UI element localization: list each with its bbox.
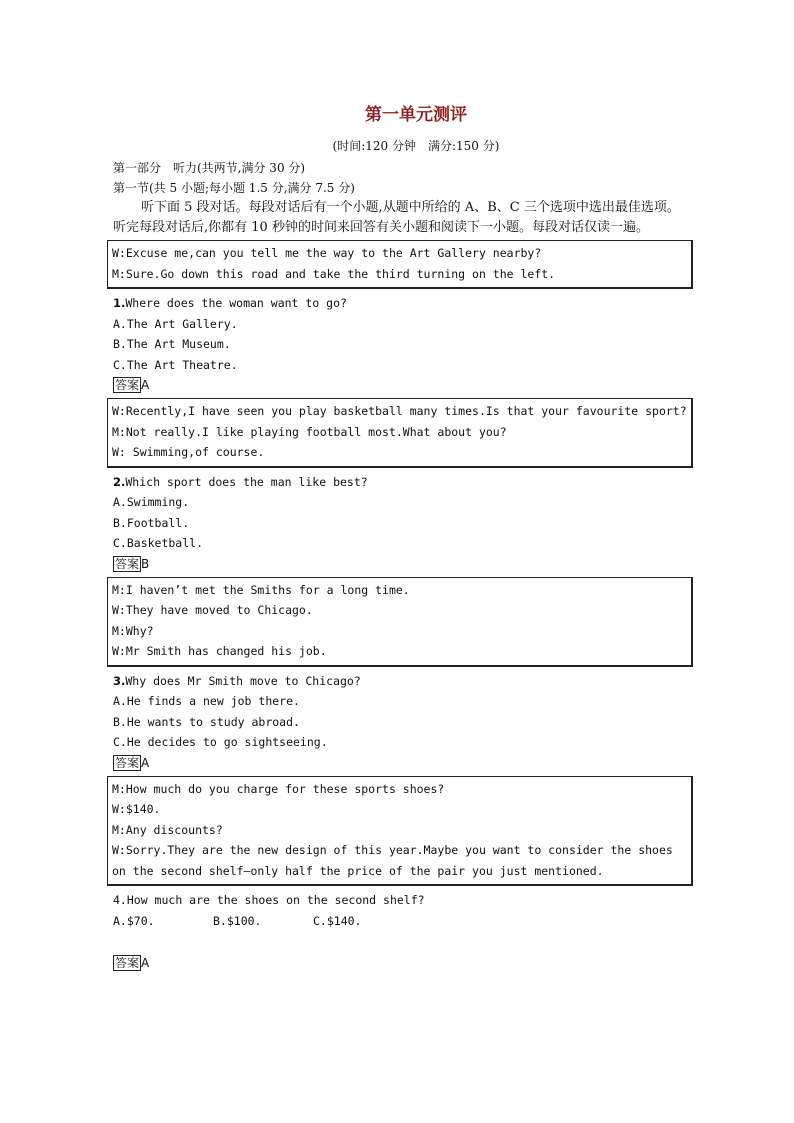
answer-3 xyxy=(113,753,689,773)
part-heading: 第一部分 听力(共两节,满分 30 分) xyxy=(113,161,306,175)
answer-label: 答案 xyxy=(115,755,140,770)
option: C.The Art Theatre. xyxy=(113,357,238,372)
dialog-box-2 xyxy=(107,398,693,468)
option: B.He wants to study abroad. xyxy=(113,714,300,729)
answer-value: B xyxy=(141,556,150,571)
option: C.He decides to go sightseeing. xyxy=(113,735,328,749)
page-title: 第一单元测评 xyxy=(365,105,467,125)
option: A.He finds a new job there. xyxy=(113,694,300,708)
answer-2 xyxy=(113,554,689,574)
option: B.$100. xyxy=(213,913,262,928)
dialog-line: M:Sure.Go down this road and take the third turning on the left. xyxy=(112,266,556,281)
question-1 xyxy=(113,293,689,375)
question-number: 4. xyxy=(113,893,127,907)
answer-label: 答案 xyxy=(115,378,140,392)
answer-value: A xyxy=(141,378,150,392)
option: A.$70. xyxy=(113,913,155,928)
dialog-line: W:$140. xyxy=(112,802,161,816)
dialog-line: M:Any discounts? xyxy=(112,822,223,837)
question-stem: Which sport does the man like best? xyxy=(125,474,368,489)
question-number: 1. xyxy=(113,296,126,310)
exam-info: (时间:120 分钟 满分:150 分) xyxy=(332,139,500,153)
dialog-line: M:I haven’t met the Smiths for a long time. xyxy=(112,582,410,597)
question-3 xyxy=(113,671,689,753)
dialog-line: W:Sorry.They are the new design of this year.Maybe you want to consider the shoes on the second shelf—only half the price of the pair you just mentioned. xyxy=(112,843,680,878)
option: C.Basketball. xyxy=(113,536,204,550)
answer-value: A xyxy=(141,955,150,970)
dialog-line: W:They have moved to Chicago. xyxy=(112,603,313,617)
option: A.The Art Gallery. xyxy=(113,316,238,331)
question-stem: How much are the shoes on the second shelf? xyxy=(126,893,425,907)
dialog-box-4 xyxy=(107,776,693,887)
question-stem: Where does the woman want to go? xyxy=(125,296,347,310)
dialog-line: M:Not really.I like playing football most.What about you? xyxy=(112,424,507,439)
option: A.Swimming. xyxy=(113,495,190,509)
dialog-line: W:Recently,I have seen you play basketball many times.Is that your favourite sport? xyxy=(112,404,687,418)
answer-4 xyxy=(113,953,689,973)
answer-label: 答案 xyxy=(115,556,140,571)
dialog-line: W: Swimming,of course. xyxy=(112,445,265,459)
instructions: 听下面 5 段对话。每段对话后有一个小题,从题中所给的 A、B、C 三个选项中选出最佳选项。听完每段对话后,你都有 10 秒钟的时间来回答有关小题和阅读下一小题。每段对话仅读一遍。 xyxy=(113,200,680,235)
question-stem: Why does Mr Smith move to Chicago? xyxy=(125,673,361,688)
answer-label: 答案 xyxy=(115,955,140,970)
option: C.$140. xyxy=(313,913,362,928)
dialog-line: W:Excuse me,can you tell me the way to the Art Gallery nearby? xyxy=(112,246,542,260)
answer-value: A xyxy=(141,755,150,770)
option: B.The Art Museum. xyxy=(113,337,231,351)
dialog-line: M:Why? xyxy=(112,623,154,638)
option: B.Football. xyxy=(113,515,190,530)
dialog-line: M:How much do you charge for these sports shoes? xyxy=(112,781,445,796)
dialog-box-1 xyxy=(107,240,693,289)
question-number: 2. xyxy=(113,474,126,489)
dialog-line: W:Mr Smith has changed his job. xyxy=(112,644,327,658)
question-4 xyxy=(113,890,689,931)
question-2 xyxy=(113,472,689,554)
section-heading: 第一节(共 5 小题;每小题 1.5 分,满分 7.5 分) xyxy=(113,181,355,195)
document-page xyxy=(113,100,689,976)
answer-1 xyxy=(113,375,689,395)
dialog-box-3 xyxy=(107,577,693,667)
question-number: 3. xyxy=(113,673,126,688)
options-row xyxy=(113,911,689,931)
